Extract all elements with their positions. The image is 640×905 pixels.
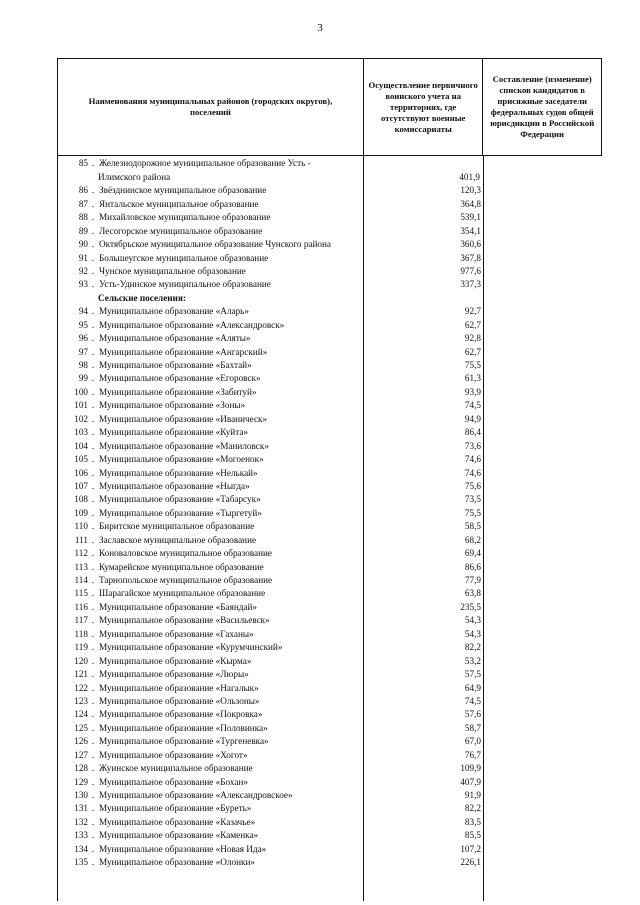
table-row xyxy=(58,653,602,666)
row-name: Муниципальное образование «Баяндай» xyxy=(99,601,258,612)
row-name: Муниципальное образование «Александровское» xyxy=(99,790,293,800)
row-number: 110 xyxy=(74,521,88,532)
row-name: Муниципальное образование «Васильевск» xyxy=(99,615,270,626)
row-value: 977,6 xyxy=(460,265,481,276)
row-number: 122 xyxy=(74,682,88,693)
table-row xyxy=(58,304,602,317)
row-dot: . xyxy=(91,239,95,250)
row-dot: . xyxy=(91,736,95,747)
row-number: 87 xyxy=(78,198,88,209)
table-row xyxy=(58,210,602,223)
row-value: 75,5 xyxy=(464,507,481,518)
table-row xyxy=(58,599,602,612)
row-name: Муниципальное образование «Олонки» xyxy=(99,857,255,868)
allocation-table xyxy=(57,58,602,901)
row-name: Муниципальное образование «Кырма» xyxy=(99,655,252,666)
section-heading-row xyxy=(58,290,602,303)
row-name: Муниципальное образование «Табарсук» xyxy=(99,494,261,505)
table-header xyxy=(57,58,602,156)
table-row xyxy=(58,358,602,371)
table-row xyxy=(58,747,602,760)
row-dot: . xyxy=(91,803,95,814)
table-row xyxy=(58,277,602,290)
row-number: 98 xyxy=(78,360,88,370)
row-value: 354,1 xyxy=(460,225,481,236)
row-value: 75,5 xyxy=(464,360,481,370)
row-number: 134 xyxy=(74,843,88,854)
table-row xyxy=(58,317,602,330)
page-number: 3 xyxy=(317,22,323,34)
table-row xyxy=(58,169,602,182)
row-value: 57,6 xyxy=(464,709,481,720)
row-dot: . xyxy=(91,682,95,693)
row-number: 96 xyxy=(78,333,88,344)
row-number: 95 xyxy=(78,319,88,330)
row-number: 103 xyxy=(74,427,88,438)
row-value: 86,6 xyxy=(464,561,481,572)
row-value: 77,9 xyxy=(464,575,481,585)
table-row xyxy=(58,237,602,250)
row-dot: . xyxy=(91,225,95,236)
row-value: 120,3 xyxy=(460,185,481,196)
table-row xyxy=(58,344,602,357)
row-dot: . xyxy=(91,521,95,532)
row-value: 92,8 xyxy=(464,333,481,344)
row-name: Железнодорожное муниципальное образование Усть - xyxy=(99,158,311,169)
table-row xyxy=(58,586,602,599)
row-number: 94 xyxy=(78,306,88,317)
row-value: 63,8 xyxy=(464,588,481,599)
row-number: 105 xyxy=(74,454,88,465)
table-row xyxy=(58,640,602,653)
table-row xyxy=(58,425,602,438)
table-row xyxy=(58,613,602,626)
row-dot: . xyxy=(91,480,95,491)
row-dot: . xyxy=(91,467,95,478)
row-name: Жуинское муниципальное образование xyxy=(99,763,253,774)
row-number: 97 xyxy=(78,346,88,357)
row-value: 401,9 xyxy=(459,171,480,182)
row-name: Муниципальное образование «Люры» xyxy=(99,669,249,680)
table-row xyxy=(58,626,602,639)
row-number: 123 xyxy=(74,695,88,706)
row-number: 109 xyxy=(74,507,88,518)
row-value: 73,6 xyxy=(464,440,481,451)
row-value: 91,9 xyxy=(464,790,481,800)
row-name: Муниципальное образование «Гаханы» xyxy=(99,628,254,639)
row-name: Сельские поселения: xyxy=(98,292,186,303)
row-name: Муниципальное образование «Хогот» xyxy=(99,749,248,760)
row-number: 115 xyxy=(74,588,88,599)
table-row xyxy=(58,331,602,344)
row-dot: . xyxy=(91,601,95,612)
row-value: 235,5 xyxy=(460,601,481,612)
row-value: 83,5 xyxy=(464,816,481,827)
row-value: 67,0 xyxy=(464,736,481,747)
row-number: 92 xyxy=(78,265,88,276)
row-name: Лесогорское муниципальное образование xyxy=(99,225,263,236)
row-dot: . xyxy=(91,695,95,706)
table-row xyxy=(58,761,602,774)
row-value: 68,2 xyxy=(464,534,481,545)
row-number: 111 xyxy=(74,534,88,545)
table-row xyxy=(58,398,602,411)
row-number: 119 xyxy=(74,642,88,653)
row-number: 114 xyxy=(74,575,88,585)
table-row xyxy=(58,801,602,814)
row-name: Муниципальное образование «Нелькай» xyxy=(99,467,258,478)
row-name: Муниципальное образование «Аларь» xyxy=(99,306,249,317)
row-value: 86,4 xyxy=(464,427,481,438)
row-name: Муниципальное образование «Курумчинский» xyxy=(99,642,283,653)
row-dot: . xyxy=(91,279,95,290)
table-row xyxy=(58,479,602,492)
row-dot: . xyxy=(91,534,95,545)
row-name: Усть-Удинское муниципальное образование xyxy=(99,279,271,290)
table-row xyxy=(58,492,602,505)
row-number: 102 xyxy=(74,413,88,424)
table-row xyxy=(58,196,602,209)
row-name: Муниципальное образование «Тыргетуй» xyxy=(99,507,262,518)
row-value: 73,5 xyxy=(464,494,481,505)
table-row xyxy=(58,223,602,236)
row-dot: . xyxy=(91,306,95,317)
row-name: Муниципальное образование «Нагалык» xyxy=(99,682,259,693)
table-row xyxy=(58,828,602,841)
row-name: Янтальское муниципальное образование xyxy=(99,198,259,209)
row-name: Октябрьское муниципальное образование Чунского района xyxy=(99,239,332,250)
row-dot: . xyxy=(91,830,95,841)
row-dot: . xyxy=(91,185,95,196)
row-value: 82,2 xyxy=(464,803,481,814)
row-number: 129 xyxy=(74,776,88,787)
row-value: 74,6 xyxy=(464,467,481,478)
row-dot: . xyxy=(91,507,95,518)
row-value: 74,5 xyxy=(464,400,481,411)
row-number: 99 xyxy=(78,373,88,384)
row-dot: . xyxy=(91,655,95,666)
table-row xyxy=(58,505,602,518)
header-military-registration: Осуществление первичного воинского учета на территориях, где отсутствуют военные комиссариаты xyxy=(363,59,483,155)
row-name: Муниципальное образование «Буреть» xyxy=(99,803,252,814)
row-dot: . xyxy=(91,763,95,774)
table-row xyxy=(58,264,602,277)
row-name: Муниципальное образование «Бахтай» xyxy=(99,360,252,370)
row-value: 53,2 xyxy=(464,655,481,666)
row-dot: . xyxy=(91,494,95,505)
table-row xyxy=(58,559,602,572)
row-dot: . xyxy=(91,790,95,800)
row-value: 74,6 xyxy=(464,454,481,465)
row-value: 94,9 xyxy=(464,413,481,424)
table-row xyxy=(58,855,602,868)
row-dot: . xyxy=(91,400,95,411)
row-name: Муниципальное образование «Каменка» xyxy=(99,830,259,841)
table-row xyxy=(58,667,602,680)
row-name: Михайловское муниципальное образование xyxy=(99,212,271,223)
table-row xyxy=(58,452,602,465)
row-name: Кумарейское муниципальное образование xyxy=(99,561,264,572)
table-row xyxy=(58,694,602,707)
table-rows xyxy=(58,156,602,868)
header-name: Наименования муниципальных районов (городских округов), поселений xyxy=(88,96,333,117)
row-dot: . xyxy=(91,212,95,223)
row-value: 61,3 xyxy=(464,373,481,384)
row-name: Муниципальное образование «Ользоны» xyxy=(99,695,260,706)
row-number: 127 xyxy=(74,749,88,760)
row-dot: . xyxy=(91,588,95,599)
row-value: 69,4 xyxy=(464,548,481,559)
row-number: 135 xyxy=(74,857,88,868)
table-row xyxy=(58,250,602,263)
row-value: 82,2 xyxy=(464,642,481,653)
row-number: 128 xyxy=(74,763,88,774)
row-dot: . xyxy=(91,642,95,653)
row-value: 57,5 xyxy=(464,669,481,680)
row-dot: . xyxy=(91,346,95,357)
row-dot: . xyxy=(91,628,95,639)
row-number: 88 xyxy=(78,212,88,223)
row-name: Муниципальное образование «Покровка» xyxy=(99,709,263,720)
row-value: 109,9 xyxy=(460,763,481,774)
row-value: 64,9 xyxy=(464,682,481,693)
row-dot: . xyxy=(91,333,95,344)
table-row xyxy=(58,573,602,586)
row-name: Муниципальное образование «Могоенок» xyxy=(99,454,264,465)
row-dot: . xyxy=(91,373,95,384)
row-number: 112 xyxy=(74,548,88,559)
row-dot: . xyxy=(91,319,95,330)
row-name: Муниципальное образование «Ангарский» xyxy=(99,346,268,357)
row-name: Биритское муниципальное образование xyxy=(99,521,255,532)
row-number: 85 xyxy=(78,158,88,169)
row-number: 125 xyxy=(74,722,88,733)
row-dot: . xyxy=(91,615,95,626)
row-dot: . xyxy=(91,427,95,438)
table-row xyxy=(58,680,602,693)
row-name: Муниципальное образование «Маниловск» xyxy=(99,440,269,451)
row-number: 132 xyxy=(74,816,88,827)
table-row xyxy=(58,734,602,747)
row-dot: . xyxy=(91,386,95,397)
row-value: 407,9 xyxy=(460,776,481,787)
row-number: 121 xyxy=(74,669,88,680)
row-value: 54,3 xyxy=(464,628,481,639)
table-row xyxy=(58,546,602,559)
row-value: 62,7 xyxy=(464,346,481,357)
row-number: 106 xyxy=(74,467,88,478)
row-name: Муниципальное образование «Новая Ида» xyxy=(99,843,267,854)
table-row xyxy=(58,384,602,397)
row-dot: . xyxy=(91,360,95,370)
row-dot: . xyxy=(91,158,95,169)
row-name: Заславское муниципальное образование xyxy=(99,534,257,545)
row-name: Муниципальное образование «Казачье» xyxy=(99,816,256,827)
row-dot: . xyxy=(91,722,95,733)
row-number: 120 xyxy=(74,655,88,666)
row-number: 124 xyxy=(74,709,88,720)
row-name: Муниципальное образование «Забитуй» xyxy=(99,386,257,397)
row-value: 58,7 xyxy=(464,722,481,733)
table-row xyxy=(58,774,602,787)
row-value: 74,5 xyxy=(464,695,481,706)
row-number: 107 xyxy=(74,480,88,491)
table-row xyxy=(58,707,602,720)
row-value: 75,6 xyxy=(464,480,481,491)
table-row xyxy=(58,371,602,384)
row-dot: . xyxy=(91,454,95,465)
row-dot: . xyxy=(91,440,95,451)
table-row xyxy=(58,465,602,478)
row-number: 117 xyxy=(74,615,88,626)
row-name: Чунское муниципальное образование xyxy=(99,265,246,276)
row-name: Муниципальное образование «Бохан» xyxy=(99,776,248,787)
table-row xyxy=(58,438,602,451)
row-dot: . xyxy=(91,561,95,572)
row-value: 364,8 xyxy=(460,198,481,209)
row-number: 90 xyxy=(78,239,88,250)
row-name: Муниципальное образование «Куйта» xyxy=(99,427,248,438)
row-number: 91 xyxy=(78,252,88,263)
row-name: Тарнопольское муниципальное образование xyxy=(99,575,273,585)
row-name: Муниципальное образование «Ныгда» xyxy=(99,480,250,491)
row-dot: . xyxy=(91,776,95,787)
row-number: 116 xyxy=(74,601,88,612)
row-dot: . xyxy=(91,265,95,276)
row-dot: . xyxy=(91,749,95,760)
row-dot: . xyxy=(91,548,95,559)
row-value: 93,9 xyxy=(464,386,481,397)
row-number: 104 xyxy=(74,440,88,451)
row-value: 58,5 xyxy=(464,521,481,532)
row-number: 93 xyxy=(78,279,88,290)
table-row xyxy=(58,411,602,424)
row-number: 108 xyxy=(74,494,88,505)
row-name: Муниципальное образование «Половинка» xyxy=(99,722,268,733)
row-dot: . xyxy=(91,816,95,827)
row-number: 131 xyxy=(74,803,88,814)
row-name: Муниципальное образование «Иваническ» xyxy=(99,413,268,424)
table-body xyxy=(57,156,602,901)
row-dot: . xyxy=(91,252,95,263)
row-value: 92,7 xyxy=(464,306,481,317)
row-number: 89 xyxy=(78,225,88,236)
table-row xyxy=(58,532,602,545)
table-row xyxy=(58,519,602,532)
row-dot: . xyxy=(91,575,95,585)
row-dot: . xyxy=(91,843,95,854)
table-row xyxy=(58,841,602,854)
row-value: 107,2 xyxy=(460,843,481,854)
row-value: 539,1 xyxy=(460,212,481,223)
table-row xyxy=(58,788,602,801)
row-value: 226,1 xyxy=(460,857,481,868)
row-number: 118 xyxy=(74,628,88,639)
table-row xyxy=(58,183,602,196)
row-value: 54,3 xyxy=(464,615,481,626)
row-number: 113 xyxy=(74,561,88,572)
row-value: 76,7 xyxy=(464,749,481,760)
row-name: Муниципальное образование «Аляты» xyxy=(99,333,251,344)
row-value: 337,3 xyxy=(460,279,481,290)
row-value: 367,8 xyxy=(460,252,481,263)
table-row xyxy=(58,156,602,169)
row-number: 86 xyxy=(78,185,88,196)
row-number: 133 xyxy=(74,830,88,841)
row-dot: . xyxy=(91,709,95,720)
row-name: Илимского района xyxy=(98,171,171,182)
row-name: Шарагайское муниципальное образование xyxy=(99,588,266,599)
row-name: Большеугское муниципальное образование xyxy=(99,252,269,263)
row-number: 100 xyxy=(74,386,88,397)
row-dot: . xyxy=(91,857,95,868)
row-name: Муниципальное образование «Тургеневка» xyxy=(99,736,269,747)
row-value: 62,7 xyxy=(464,319,481,330)
row-name: Коноваловское муниципальное образование xyxy=(99,548,273,559)
row-dot: . xyxy=(91,198,95,209)
row-value: 85,5 xyxy=(464,830,481,841)
row-name: Муниципальное образование «Зоны» xyxy=(99,400,246,411)
row-dot: . xyxy=(91,669,95,680)
row-dot: . xyxy=(91,413,95,424)
table-row xyxy=(58,814,602,827)
row-number: 101 xyxy=(74,400,88,411)
table-row xyxy=(58,720,602,733)
row-name: Муниципальное образование «Егоровск» xyxy=(99,373,261,384)
row-value: 360,6 xyxy=(460,239,481,250)
row-number: 126 xyxy=(74,736,88,747)
row-name: Муниципальное образование «Александровск» xyxy=(99,319,285,330)
header-jury-lists: Составление (изменение) списков кандидатов в присяжные заседатели федеральных судов общей юрисдикции в Российской Федерации xyxy=(482,59,601,155)
row-number: 130 xyxy=(74,790,88,800)
row-name: Звёзднинское муниципальное образование xyxy=(99,185,267,196)
